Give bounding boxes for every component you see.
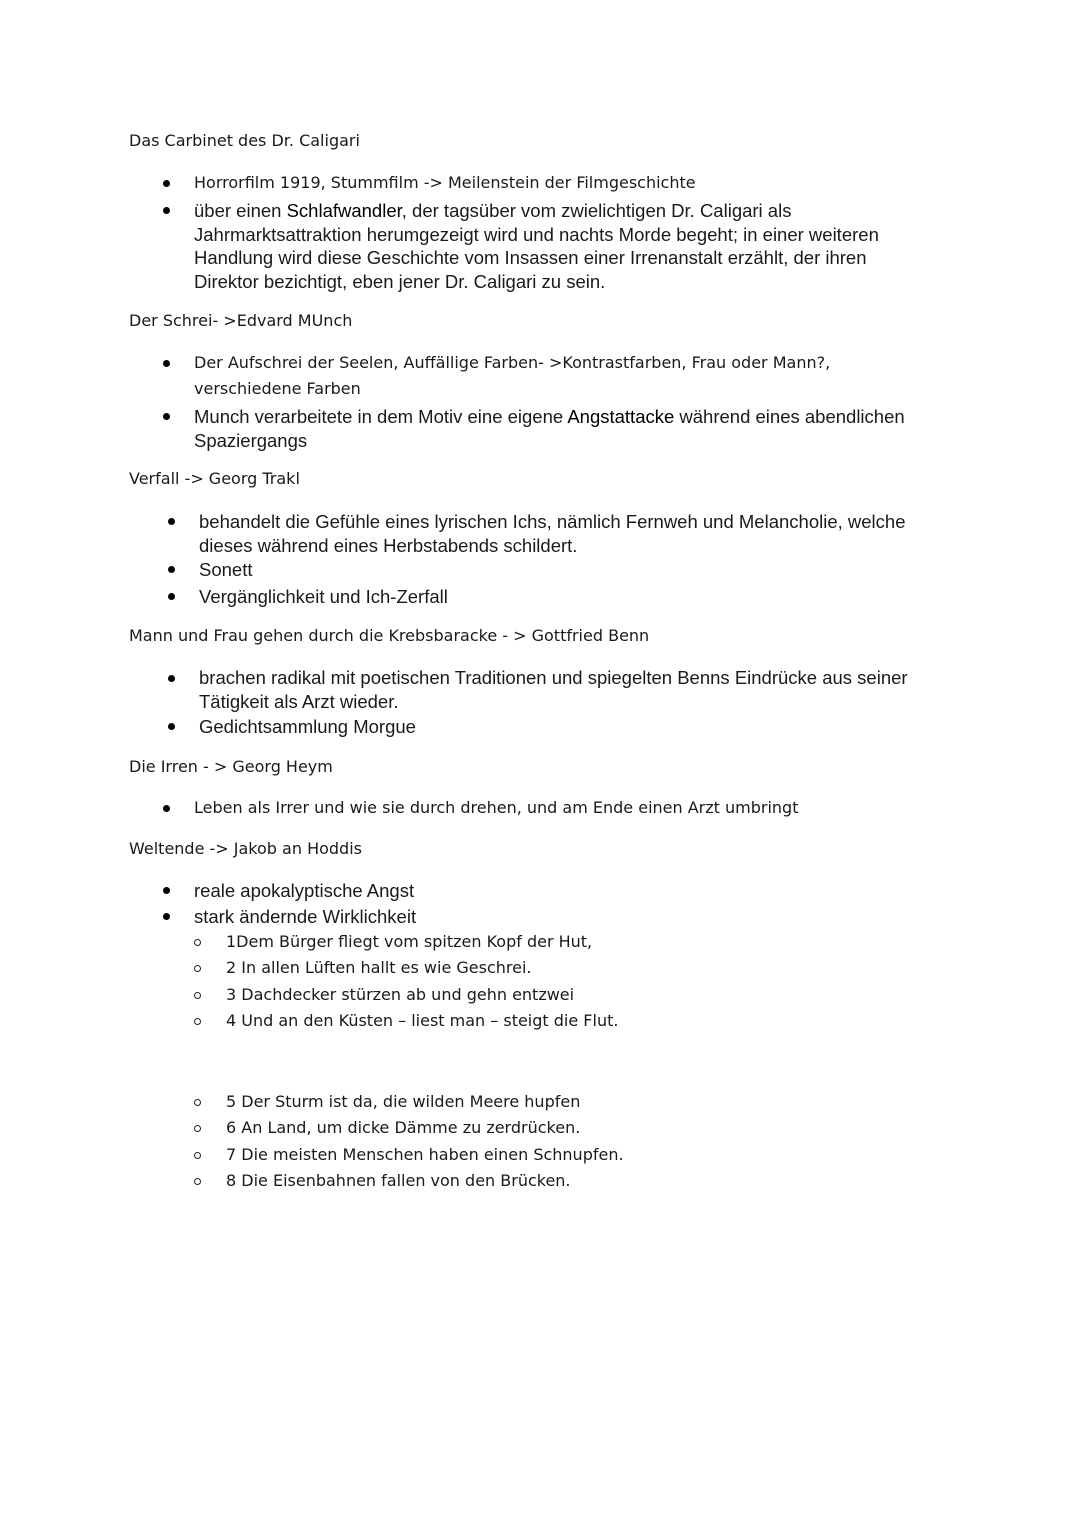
bullet-icon bbox=[163, 180, 170, 187]
bullet-icon bbox=[168, 566, 175, 573]
sub-bullet-icon bbox=[194, 965, 201, 972]
section-heading-der-schrei: Der Schrei- >Edvard MUnch bbox=[129, 311, 353, 330]
list-item: stark ändernde Wirklichkeit bbox=[194, 906, 417, 927]
bullet-icon bbox=[168, 723, 175, 730]
bullet-icon bbox=[168, 593, 175, 600]
bullet-icon bbox=[163, 360, 170, 367]
highlighted-term: Angstattacke bbox=[567, 406, 675, 427]
poem-line: 1Dem Bürger fliegt vom spitzen Kopf der Hut, bbox=[226, 932, 593, 951]
section-heading-die-irren: Die Irren - > Georg Heym bbox=[129, 757, 333, 776]
bullet-icon bbox=[163, 207, 170, 214]
section-heading-verfall: Verfall -> Georg Trakl bbox=[129, 469, 300, 488]
list-item: Vergänglichkeit und Ich-Zerfall bbox=[199, 586, 448, 607]
bullet-icon bbox=[168, 675, 175, 682]
list-item: Leben als Irrer und wie sie durch drehen, und am Ende einen Arzt umbringt bbox=[194, 798, 799, 817]
sub-bullet-icon bbox=[194, 1125, 201, 1132]
bullet-icon bbox=[163, 413, 170, 420]
poem-line: 7 Die meisten Menschen haben einen Schnupfen. bbox=[226, 1145, 624, 1164]
sub-bullet-icon bbox=[194, 992, 201, 999]
list-item: brachen radikal mit poetischen Traditionen und spiegelten Benns Eindrücke aus seiner Tätigkeit als Arzt wieder. bbox=[199, 667, 908, 712]
list-item-continuation: verschiedene Farben bbox=[194, 379, 361, 398]
list-item: Horrorfilm 1919, Stummfilm -> Meilenstein der Filmgeschichte bbox=[194, 173, 696, 192]
sub-bullet-icon bbox=[194, 939, 201, 946]
list-item: reale apokalyptische Angst bbox=[194, 880, 415, 901]
section-heading-caligari: Das Carbinet des Dr. Caligari bbox=[129, 131, 360, 150]
poem-line: 4 Und an den Küsten – liest man – steigt die Flut. bbox=[226, 1011, 619, 1030]
list-item: behandelt die Gefühle eines lyrischen Ichs, nämlich Fernweh und Melancholie, welche dieses während eines Herbstabends schildert. bbox=[199, 511, 906, 556]
list-item: Gedichtsammlung Morgue bbox=[199, 716, 416, 737]
sub-bullet-icon bbox=[194, 1018, 201, 1025]
sub-bullet-icon bbox=[194, 1099, 201, 1106]
poem-line: 3 Dachdecker stürzen ab und gehn entzwei bbox=[226, 985, 575, 1004]
bullet-icon bbox=[168, 518, 175, 525]
bullet-icon bbox=[163, 913, 170, 920]
list-item: Sonett bbox=[199, 559, 253, 580]
poem-line: 2 In allen Lüften hallt es wie Geschrei. bbox=[226, 958, 532, 977]
section-heading-weltende: Weltende -> Jakob an Hoddis bbox=[129, 839, 362, 858]
poem-line: 8 Die Eisenbahnen fallen von den Brücken. bbox=[226, 1171, 571, 1190]
section-heading-krebsbaracke: Mann und Frau gehen durch die Krebsbaracke - > Gottfried Benn bbox=[129, 626, 650, 645]
highlighted-term: Schlafwandler bbox=[286, 200, 402, 221]
bullet-icon bbox=[163, 805, 170, 812]
bullet-icon bbox=[163, 887, 170, 894]
poem-line: 5 Der Sturm ist da, die wilden Meere hupfen bbox=[226, 1092, 581, 1111]
list-item: Der Aufschrei der Seelen, Auffällige Farben- >Kontrastfarben, Frau oder Mann?, bbox=[194, 353, 831, 372]
list-item: über einen Schlafwandler, der tagsüber vom zwielichtigen Dr. Caligari als Jahrmarktsattraktion herumgezeigt wird und nachts Morde begeht; in einer weiteren Handlung wird diese Geschichte vom Insassen einer Irrenanstalt erzählt, der ihren Direktor bezichtigt, eben jener Dr. Caligari zu sein. bbox=[194, 200, 879, 292]
poem-line: 6 An Land, um dicke Dämme zu zerdrücken. bbox=[226, 1118, 581, 1137]
list-item: Munch verarbeitete in dem Motiv eine eigene Angstattacke während eines abendlichen Spaziergangs bbox=[194, 406, 905, 451]
sub-bullet-icon bbox=[194, 1152, 201, 1159]
sub-bullet-icon bbox=[194, 1178, 201, 1185]
